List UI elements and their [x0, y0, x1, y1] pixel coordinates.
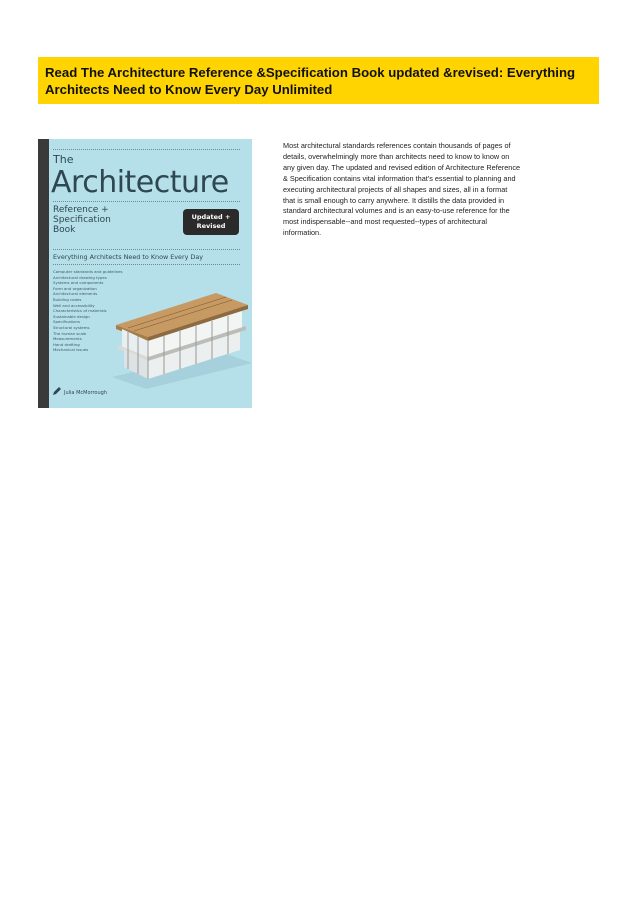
cover-divider — [53, 249, 240, 250]
cover-subtitle-2: Specification — [53, 215, 111, 225]
list-item: Architectural drawing types — [53, 274, 107, 280]
list-item: Specifications — [53, 319, 81, 325]
title-banner — [38, 57, 599, 104]
list-item: Hand drafting — [53, 341, 80, 347]
list-item: Well and accessibility — [53, 302, 95, 308]
cover-divider — [53, 264, 240, 265]
book-cover — [38, 139, 252, 408]
list-item: Characteristics of materials — [53, 308, 107, 314]
cover-author: Julia McMorrough — [64, 390, 107, 396]
list-item: Architectural elements — [53, 291, 98, 297]
cover-subtitle-3: Book — [53, 225, 76, 235]
building-illustration — [108, 279, 252, 389]
list-item: Structural systems — [53, 324, 90, 330]
cover-title: Architecture — [51, 165, 229, 200]
list-item: Measurements — [53, 336, 82, 342]
list-item: Systems and components — [53, 280, 104, 286]
page-title: Read The Architecture Reference &Specification Book updated &revised: Everything Architects Need to Know Every Day Unlimited — [45, 65, 576, 97]
list-item: Form and organization — [53, 285, 97, 291]
cover-divider — [53, 201, 240, 202]
updated-badge — [183, 209, 239, 235]
list-item: Sustainable design — [53, 313, 90, 319]
list-item: Mechanical issues — [53, 347, 89, 353]
cover-subtitle-1: Reference + — [53, 205, 109, 215]
cover-divider — [53, 149, 240, 150]
list-item: Building codes — [53, 296, 82, 302]
pencil-icon — [52, 386, 62, 396]
badge-line-2: Revised — [196, 222, 226, 230]
cover-the: The — [53, 153, 74, 166]
book-description: Most architectural standards references contain thousands of pages of details, overwhelmingly more than architects need to know to know on any given day. The updated and revised edition of Architecture Reference & Specification contains vital information that's essential to planning and executing architectural projects of all shapes and sizes, all in a format that is small enough to carry anywhere. It distills the data provided in standard architectural volumes and is an easy-to-use reference for the most indispensable--and most requested--types of architectural information. — [283, 141, 521, 238]
cover-spine — [38, 139, 49, 408]
list-item: The human scale — [53, 330, 87, 336]
list-item: Computer standards and guidelines — [53, 269, 123, 274]
badge-line-1: Updated + — [191, 213, 231, 221]
cover-tagline: Everything Architects Need to Know Every Day — [53, 253, 204, 261]
